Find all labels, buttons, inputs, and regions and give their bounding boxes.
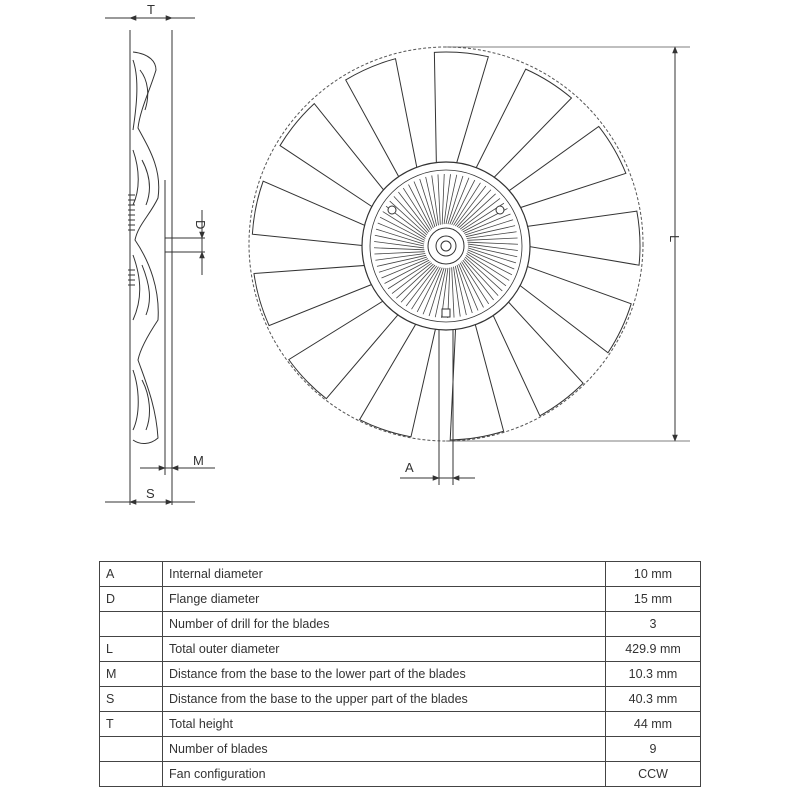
dimension-T bbox=[105, 2, 195, 18]
spec-code bbox=[100, 612, 163, 637]
label-D: D bbox=[193, 220, 208, 230]
spec-description: Number of blades bbox=[163, 737, 606, 762]
spec-description: Number of drill for the blades bbox=[163, 612, 606, 637]
spec-description: Flange diameter bbox=[163, 587, 606, 612]
spec-description: Distance from the base to the lower part of the blades bbox=[163, 662, 606, 687]
spec-value: 429.9 mm bbox=[606, 637, 701, 662]
fan-blade bbox=[254, 265, 375, 325]
spec-code: L bbox=[100, 637, 163, 662]
drill-hole-2 bbox=[496, 206, 504, 214]
spec-value: 44 mm bbox=[606, 712, 701, 737]
spec-value: 15 mm bbox=[606, 587, 701, 612]
spec-code bbox=[100, 737, 163, 762]
hub-bore bbox=[436, 236, 456, 256]
spec-value: CCW bbox=[606, 762, 701, 787]
spec-description: Total outer diameter bbox=[163, 637, 606, 662]
label-T: T bbox=[147, 2, 155, 17]
side-view bbox=[128, 30, 205, 505]
spec-code: S bbox=[100, 687, 163, 712]
fan-blade bbox=[524, 211, 640, 265]
drill-hole-1 bbox=[388, 206, 396, 214]
spec-code: D bbox=[100, 587, 163, 612]
spec-value: 3 bbox=[606, 612, 701, 637]
dimension-M bbox=[140, 453, 215, 468]
spec-description: Internal diameter bbox=[163, 562, 606, 587]
label-A: A bbox=[405, 460, 414, 475]
drill-hole-3 bbox=[442, 309, 450, 317]
spec-code: T bbox=[100, 712, 163, 737]
label-M: M bbox=[193, 453, 204, 468]
spec-value: 10.3 mm bbox=[606, 662, 701, 687]
table-row bbox=[100, 562, 701, 587]
spec-code: A bbox=[100, 562, 163, 587]
spec-description: Total height bbox=[163, 712, 606, 737]
spec-description: Fan configuration bbox=[163, 762, 606, 787]
fan-blade bbox=[450, 321, 503, 440]
table-row bbox=[100, 637, 701, 662]
table-row bbox=[100, 737, 701, 762]
table-row bbox=[100, 662, 701, 687]
spec-code: M bbox=[100, 662, 163, 687]
dimension-S bbox=[105, 486, 195, 502]
table-row bbox=[100, 762, 701, 787]
table-row bbox=[100, 587, 701, 612]
specification-table bbox=[99, 561, 701, 787]
table-row bbox=[100, 712, 701, 737]
label-S: S bbox=[146, 486, 155, 501]
spec-code bbox=[100, 762, 163, 787]
front-view bbox=[249, 47, 643, 441]
spec-value: 40.3 mm bbox=[606, 687, 701, 712]
table-row bbox=[100, 687, 701, 712]
spec-value: 9 bbox=[606, 737, 701, 762]
spec-description: Distance from the base to the upper part of the blades bbox=[163, 687, 606, 712]
fan-blade bbox=[434, 52, 488, 167]
spec-value: 10 mm bbox=[606, 562, 701, 587]
table-row bbox=[100, 612, 701, 637]
label-L: L bbox=[667, 235, 682, 243]
